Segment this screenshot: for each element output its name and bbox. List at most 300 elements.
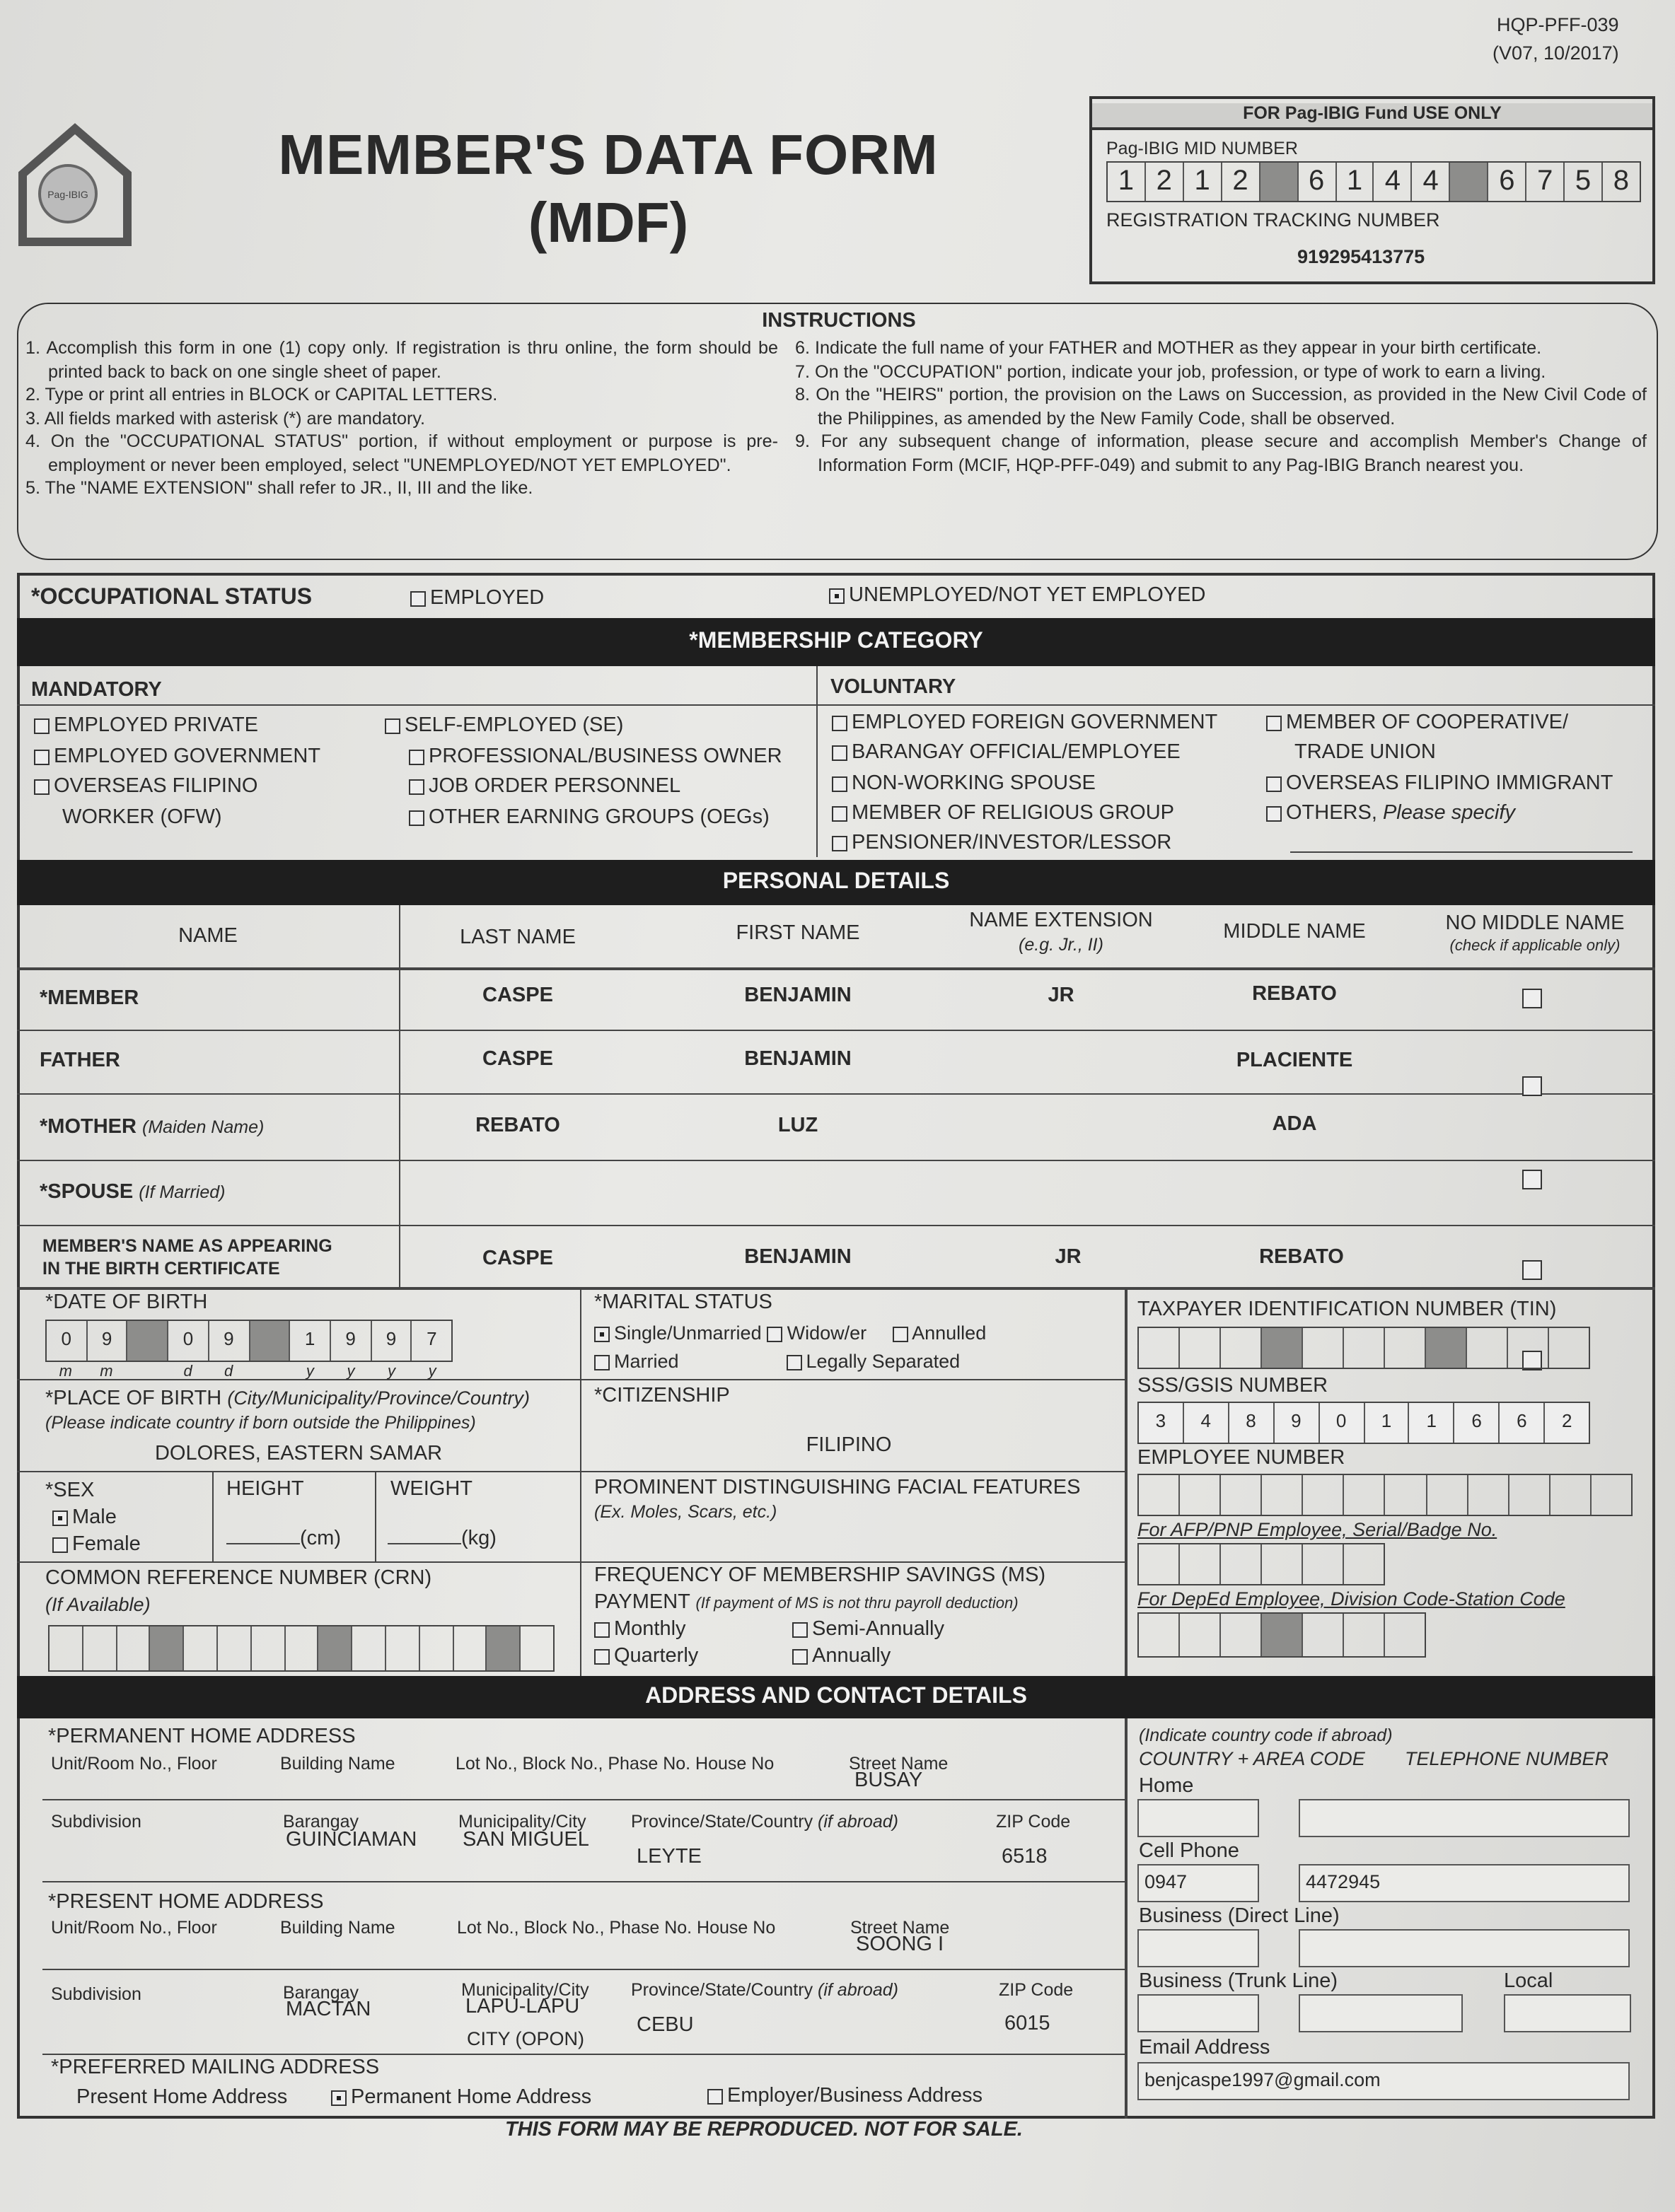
divider [42,1881,1125,1882]
sss-digit: 2 [1561,1410,1572,1431]
divider [17,704,1655,706]
mother-last-name[interactable]: REBATO [475,1114,560,1137]
option-employed-private[interactable] [34,711,320,742]
bc-last-name[interactable]: CASPE [482,1247,553,1270]
mid-digit: 2 [1146,163,1184,201]
row-label-text: IN THE BIRTH CERTIFICATE [42,1259,280,1279]
header-no-middle-note: (check if applicable only) [1449,938,1621,955]
divider [17,1093,1655,1095]
header-name: NAME [178,925,238,948]
dob-legend-char: d [183,1363,192,1380]
frequency-label-2 [594,1591,1019,1614]
mid-separator [1451,163,1489,201]
option-cooperative[interactable] [1266,709,1613,739]
form-code: HQP-PFF-039 [1497,14,1619,35]
facial-features-label: PROMINENT DISTINGUISHING FACIAL FEATURES [594,1477,1081,1499]
dob-digit: 0 [47,1321,87,1361]
checkbox[interactable] [832,746,847,762]
citizenship-value[interactable]: FILIPINO [806,1434,892,1457]
employed-checkbox[interactable] [410,591,426,607]
dob-legend-char: d [224,1363,233,1380]
address-contact-bar: ADDRESS AND CONTACT DETAILS [17,1676,1655,1718]
option-label: WORKER (OFW) [62,805,222,828]
divider [17,1287,1655,1290]
option-annulled[interactable] [892,1322,986,1344]
member-last-name[interactable]: CASPE [482,984,553,1007]
option-professional[interactable] [385,742,782,772]
single-checkbox[interactable] [594,1327,610,1342]
mid-number-label: Pag-IBIG MID NUMBER [1106,139,1298,158]
home-area-code-input[interactable] [1137,1799,1259,1837]
label-text: Province/State/Country [631,1812,818,1832]
dob-digit: 9 [371,1321,412,1361]
father-no-middle-checkbox[interactable] [1522,1076,1542,1096]
voluntary-label: VOLUNTARY [830,676,956,699]
frequency-options-1 [594,1617,698,1670]
divider [17,1561,1125,1563]
option-label: EMPLOYED FOREIGN GOVERNMENT [852,711,1218,734]
option-label: BARANGAY OFFICIAL/EMPLOYEE [852,741,1181,764]
sss-digit: 0 [1319,1403,1364,1443]
option-label: Legally Separated [806,1351,961,1372]
cell-prefix-input[interactable]: 0947 [1137,1864,1259,1902]
field-label-barangay: Barangay [283,1983,359,2003]
permanent-province[interactable]: LEYTE [637,1846,702,1868]
deped-cells[interactable] [1137,1612,1426,1658]
dob-separator [250,1321,290,1361]
sex-field [45,1478,141,1559]
permanent-street[interactable]: BUSAY [854,1769,923,1792]
crn-label: COMMON REFERENCE NUMBER (CRN) [45,1567,432,1590]
father-first-name[interactable]: BENJAMIN [744,1048,852,1071]
option-pensioner[interactable] [832,829,1217,859]
checkbox[interactable] [34,779,50,795]
option-married[interactable] [594,1351,679,1372]
personal-details-bar: PERSONAL DETAILS [17,860,1655,905]
contact-note: (Indicate country code if abroad) [1139,1725,1393,1745]
mailing-address-label: *PREFERRED MAILING ADDRESS [51,2056,380,2079]
header-last-name: LAST NAME [460,926,576,949]
employed-label: EMPLOYED [430,587,545,610]
divider [42,1969,1125,1970]
sss-digit: 9 [1274,1403,1319,1443]
mid-digit: 4 [1413,163,1451,201]
present-province[interactable]: CEBU [637,2014,694,2037]
field-label-lot: Lot No., Block No., Phase No. House No [457,1918,776,1938]
permanent-municipality[interactable]: SAN MIGUEL [463,1829,589,1851]
mail-option-employer[interactable] [707,2085,983,2107]
citizenship-label: *CITIZENSHIP [594,1385,730,1407]
option-label: Annually [812,1645,891,1667]
form-subtitle: (MDF) [528,192,689,255]
afp-pnp-label: For AFP/PNP Employee, Serial/Badge No. [1137,1519,1497,1540]
option-label: OTHERS, [1286,801,1383,825]
mid-digit: 7 [1526,163,1565,201]
mid-digit: 5 [1565,163,1603,201]
dob-cells[interactable] [45,1320,453,1362]
home-label: Home [1139,1775,1194,1798]
checkbox[interactable] [34,749,50,764]
mid-digit: 4 [1374,163,1413,201]
label-text: PAYMENT [594,1591,696,1614]
option-label: Married [614,1351,679,1372]
business-direct-input[interactable] [1299,1929,1630,1967]
option-religious[interactable] [832,799,1217,830]
sss-label: SSS/GSIS NUMBER [1137,1375,1328,1397]
dob-legend-char: y [347,1363,355,1380]
instruction-item: 6. Indicate the full name of your FATHER and MOTHER as they appear in your birth certificate. [795,338,1542,358]
option-label: OVERSEAS FILIPINO [54,775,258,798]
employer-checkbox[interactable] [707,2089,723,2105]
rtn-label: REGISTRATION TRACKING NUMBER [1106,209,1440,231]
option-note: Please specify [1382,801,1515,825]
annually-checkbox[interactable] [792,1649,808,1665]
header-name-extension: NAME EXTENSION [969,909,1153,932]
header-middle-name: MIDDLE NAME [1223,921,1366,943]
marital-status-label: *MARITAL STATUS [594,1291,772,1314]
option-label: Monthly [614,1618,686,1641]
crn-note: (If Available) [45,1594,151,1615]
mandatory-options-1 [34,711,320,833]
dob-legend [45,1363,453,1380]
mandatory-options-2 [385,711,782,833]
voluntary-options-1 [832,709,1217,859]
option-widow[interactable] [767,1322,867,1344]
option-job-order[interactable] [385,772,782,803]
mother-first-name[interactable]: LUZ [777,1114,818,1137]
field-label-street: Street Name [849,1754,949,1774]
option-non-working-spouse[interactable] [832,769,1217,799]
dob-digit: 7 [427,1328,437,1349]
option-label: EMPLOYED GOVERNMENT [54,745,321,767]
divider [42,1799,1125,1800]
option-ofw[interactable] [34,772,320,803]
option-label: Single/Unmarried [614,1322,762,1344]
permanent-barangay[interactable]: GUINCIAMAN [286,1829,417,1851]
option-female[interactable] [45,1532,141,1559]
present-address-label: *PRESENT HOME ADDRESS [48,1891,324,1914]
semi-annually-checkbox[interactable] [792,1622,808,1638]
checkbox[interactable] [832,716,847,731]
telephone-label: TELEPHONE NUMBER [1405,1748,1609,1769]
instruction-item: 3. All fields marked with asterisk (*) are mandatory. [25,408,426,428]
label-note: (If payment of MS is not thru payroll deduction) [695,1595,1019,1612]
cell-number-input[interactable]: 4472945 [1299,1864,1630,1902]
spouse-no-middle-checkbox[interactable] [1522,1260,1542,1280]
option-barangay[interactable] [832,739,1217,769]
rtn-value: 919295413775 [1297,246,1425,267]
option-label: OVERSEAS FILIPINO IMMIGRANT [1286,772,1613,795]
bc-name-extension[interactable]: JR [1055,1246,1082,1269]
pag-ibig-logo [14,120,136,250]
field-label-unit: Unit/Room No., Floor [51,1918,217,1938]
monthly-checkbox[interactable] [594,1622,610,1638]
email-input[interactable]: benjcaspe1997@gmail.com [1137,2062,1630,2100]
option-label: Quarterly [614,1645,699,1667]
row-label-father: FATHER [40,1049,120,1072]
header-extension-note: (e.g. Jr., II) [1019,935,1103,955]
place-of-birth-note: (Please indicate country if born outside the Philippines) [45,1413,476,1433]
field-label-province [631,1812,898,1832]
header-first-name: FIRST NAME [736,922,860,945]
divider [816,666,818,857]
divider [17,1030,1655,1031]
checkbox[interactable] [832,776,847,791]
employed-option[interactable] [410,587,544,610]
mail-option-permanent[interactable] [331,2086,591,2109]
tin-label: TAXPAYER IDENTIFICATION NUMBER (TIN) [1137,1298,1557,1321]
present-zip[interactable]: 6015 [1004,2013,1050,2035]
mid-digit: 6 [1488,163,1526,201]
row-label-mother [40,1116,264,1139]
divider [17,1471,1125,1472]
option-self-employed[interactable] [385,711,782,742]
quarterly-checkbox[interactable] [594,1649,610,1665]
option-oeg[interactable] [385,803,782,833]
option-label: Employer/Business Address [727,2085,983,2107]
option-foreign-government[interactable] [832,709,1217,739]
present-barangay[interactable]: MACTAN [286,1998,371,2021]
country-area-label: COUNTRY + AREA CODE [1139,1748,1365,1769]
present-municipality[interactable]: LAPU-LAPU [465,1996,580,2018]
mid-digit: 1 [1108,163,1146,201]
row-label-note: (Maiden Name) [142,1117,265,1137]
fund-box-header: FOR Pag-IBIG Fund USE ONLY [1092,103,1652,130]
option-label: EMPLOYED PRIVATE [54,714,258,737]
email-label: Email Address [1139,2037,1270,2059]
member-name-extension[interactable]: JR [1048,984,1074,1007]
tin-cells[interactable] [1137,1327,1590,1369]
checkbox[interactable] [1266,806,1282,822]
label-text: *PLACE OF BIRTH [45,1387,228,1410]
dob-label: *DATE OF BIRTH [45,1291,208,1314]
sss-digit: 1 [1410,1403,1455,1443]
option-label: Male [72,1506,117,1529]
divider [17,967,1655,970]
option-label: Permanent Home Address [351,2086,592,2109]
dob-legend-char: m [100,1363,113,1380]
divider [17,1160,1655,1161]
option-semi-annually[interactable] [792,1617,944,1643]
female-checkbox[interactable] [52,1537,68,1553]
sss-digit: 1 [1364,1403,1410,1443]
field-label-building: Building Name [280,1754,395,1774]
instruction-item: 4. On the "OCCUPATIONAL STATUS" portion, if without employment or purpose is pre-employment or never been employed, select "UNEMPLOYED/NOT YET EMPLOYED". [25,431,778,475]
label-text: Province/State/Country [631,1980,818,2000]
dob-legend-char: y [306,1363,314,1380]
business-trunk-label: Business (Trunk Line) [1139,1970,1338,1993]
others-specify-line[interactable] [1290,851,1633,853]
row-label-text: *SPOUSE [40,1181,134,1204]
checkbox[interactable] [409,779,424,795]
mother-middle-name[interactable]: ADA [1272,1113,1317,1136]
employee-number-label: EMPLOYEE NUMBER [1137,1447,1345,1469]
mid-number-cells [1106,161,1641,202]
frequency-options-2 [792,1617,944,1670]
label-note: (if abroad) [818,1980,898,2000]
option-label: MEMBER OF COOPERATIVE/ [1286,711,1569,734]
mail-option-present[interactable]: Present Home Address [76,2086,288,2109]
dob-legend-char: y [428,1363,436,1380]
mid-digit: 2 [1222,163,1260,201]
unemployed-label: UNEMPLOYED/NOT YET EMPLOYED [849,584,1206,607]
separated-checkbox[interactable] [787,1355,802,1370]
place-of-birth-label [45,1387,530,1410]
option-male[interactable] [45,1505,141,1532]
male-checkbox[interactable] [52,1510,68,1526]
afp-pnp-cells[interactable] [1137,1543,1385,1585]
present-municipality-line2[interactable]: CITY (OPON) [467,2028,585,2049]
field-label-subdivision: Subdivision [51,1812,141,1832]
frequency-label: FREQUENCY OF MEMBERSHIP SAVINGS (MS) [594,1564,1046,1587]
option-employed-government[interactable] [34,742,320,772]
divider [399,905,400,1287]
field-label-barangay: Barangay [283,1812,359,1832]
mid-separator [1260,163,1298,201]
checkbox[interactable] [832,806,847,822]
dob-digit: 9 [209,1321,250,1361]
home-phone-input[interactable] [1299,1799,1630,1837]
option-label: Female [72,1533,141,1556]
option-separated[interactable] [787,1351,961,1372]
business-trunk-area-input[interactable] [1137,1994,1259,2032]
weight-unit: (kg) [461,1527,497,1550]
local-input[interactable] [1504,1994,1631,2032]
dob-digit: 0 [168,1321,209,1361]
dob-legend-char: y [388,1363,396,1380]
footer-note: THIS FORM MAY BE REPRODUCED. NOT FOR SALE. [504,2119,1023,2141]
business-direct-area-input[interactable] [1137,1929,1259,1967]
option-others[interactable] [1266,799,1613,830]
option-label: NON-WORKING SPOUSE [852,772,1096,795]
label-note: (if abroad) [818,1812,898,1832]
checkbox[interactable] [409,749,424,764]
checkbox[interactable] [832,836,847,851]
weight-label: WEIGHT [390,1478,473,1501]
option-quarterly[interactable] [594,1643,698,1670]
option-label: MEMBER OF RELIGIOUS GROUP [852,801,1174,825]
sss-cells[interactable] [1137,1402,1590,1444]
checkbox[interactable] [34,718,50,734]
member-no-middle-checkbox[interactable] [1522,989,1542,1008]
row-label-birth-certificate [42,1235,332,1280]
sss-digit: 6 [1455,1403,1500,1443]
divider [375,1471,376,1561]
instruction-item: 5. The "NAME EXTENSION" shall refer to JR., II, III and the like. [25,478,533,498]
divider [580,1287,581,1676]
married-checkbox[interactable] [594,1355,610,1370]
bc-middle-name[interactable]: REBATO [1259,1246,1344,1269]
father-middle-name[interactable]: PLACIENTE [1236,1049,1353,1072]
cell-phone-label: Cell Phone [1139,1840,1239,1863]
place-of-birth-value[interactable]: DOLORES, EASTERN SAMAR [154,1443,443,1465]
row-label-text: *MOTHER [40,1116,137,1139]
checkbox[interactable] [1266,716,1282,731]
checkbox[interactable] [409,810,424,825]
option-label: Semi-Annually [812,1618,944,1641]
employee-number-cells[interactable] [1137,1474,1633,1516]
dob-digit: 9 [87,1321,127,1361]
option-ofi[interactable] [1266,769,1613,799]
height-label: HEIGHT [226,1478,304,1501]
option-label: TRADE UNION [1294,741,1436,764]
instruction-item: 1. Accomplish this form in one (1) copy only. If registration is thru online, the form should be printed back to back on one single sheet of paper. [25,338,778,381]
instructions-title: INSTRUCTIONS [762,310,916,332]
dob-separator [128,1321,168,1361]
business-direct-label: Business (Direct Line) [1139,1905,1340,1928]
member-first-name[interactable]: BENJAMIN [744,984,852,1007]
membership-category-bar: *MEMBERSHIP CATEGORY [17,618,1655,666]
option-monthly[interactable] [594,1617,698,1643]
dob-legend-char: m [59,1363,72,1380]
option-label: OTHER EARNING GROUPS (OEGs) [429,805,770,828]
sss-digit: 6 [1500,1403,1546,1443]
deped-label: For DepEd Employee, Division Code-Station Code [1137,1588,1565,1609]
height-unit: (cm) [300,1527,341,1550]
voluntary-options-2 [1266,709,1613,829]
instructions-right [795,337,1647,477]
sss-digit: 3 [1139,1403,1184,1443]
bc-first-name[interactable]: BENJAMIN [744,1246,852,1269]
option-label: PENSIONER/INVESTOR/LESSOR [852,832,1172,855]
local-label: Local [1504,1970,1553,1993]
option-label: Widow/er [787,1322,867,1344]
mandatory-label: MANDATORY [31,679,162,702]
father-last-name[interactable]: CASPE [482,1048,553,1071]
dob-digit: 9 [331,1321,371,1361]
unemployed-checkbox[interactable] [829,588,845,604]
occupational-status-label: *OCCUPATIONAL STATUS [31,586,313,610]
facial-features-note: (Ex. Moles, Scars, etc.) [594,1502,777,1522]
mid-digit: 8 [1613,165,1629,197]
row-label-spouse [40,1181,226,1204]
field-label-zip: ZIP Code [996,1812,1071,1832]
option-label: JOB ORDER PERSONNEL [429,775,681,798]
mother-no-middle-checkbox[interactable] [1522,1170,1542,1189]
annulled-checkbox[interactable] [892,1327,908,1342]
divider [42,2054,1125,2055]
present-street[interactable]: SOONG I [856,1933,944,1956]
instruction-item: 9. For any subsequent change of information, please secure and accomplish Member's Change of Information Form (MCIF, HQP-PFF-049) and submit to any Pag-IBIG Branch nearest you. [795,431,1647,475]
fund-use-box [1089,96,1655,284]
option-label: Annulled [912,1322,987,1344]
instructions-left [25,337,778,500]
permanent-address-label: *PERMANENT HOME ADDRESS [48,1725,356,1748]
instruction-item: 2. Type or print all entries in BLOCK or CAPITAL LETTERS. [25,385,498,404]
business-trunk-input[interactable] [1299,1994,1463,2032]
form-version: (V07, 10/2017) [1493,42,1619,64]
member-middle-name[interactable]: REBATO [1252,983,1337,1006]
sex-label: *SEX [45,1479,95,1502]
field-label-municipality: Municipality/City [461,1980,589,2000]
checkbox[interactable] [1266,776,1282,791]
permanent-checkbox[interactable] [331,2090,347,2106]
option-annually[interactable] [792,1643,944,1670]
unemployed-option[interactable] [829,584,1205,607]
instruction-item: 8. On the "HEIRS" portion, the provision on the Laws on Succession, as provided in the New Civil Code of the Philippines, as amended by the New Family Code, shall be observed. [795,385,1647,428]
option-single[interactable] [594,1322,762,1344]
instruction-item: 7. On the "OCCUPATION" portion, indicate your job, profession, or type of work to earn a living. [795,361,1546,381]
weight-input[interactable] [388,1527,497,1550]
widow-checkbox[interactable] [767,1327,783,1342]
permanent-zip[interactable]: 6518 [1002,1846,1048,1868]
crn-cells[interactable] [48,1625,555,1672]
checkbox[interactable] [385,718,400,734]
mid-digit: 6 [1298,163,1336,201]
height-input[interactable] [226,1527,341,1550]
row-label-note: (If Married) [139,1182,226,1202]
option-label: SELF-EMPLOYED (SE) [405,714,624,737]
